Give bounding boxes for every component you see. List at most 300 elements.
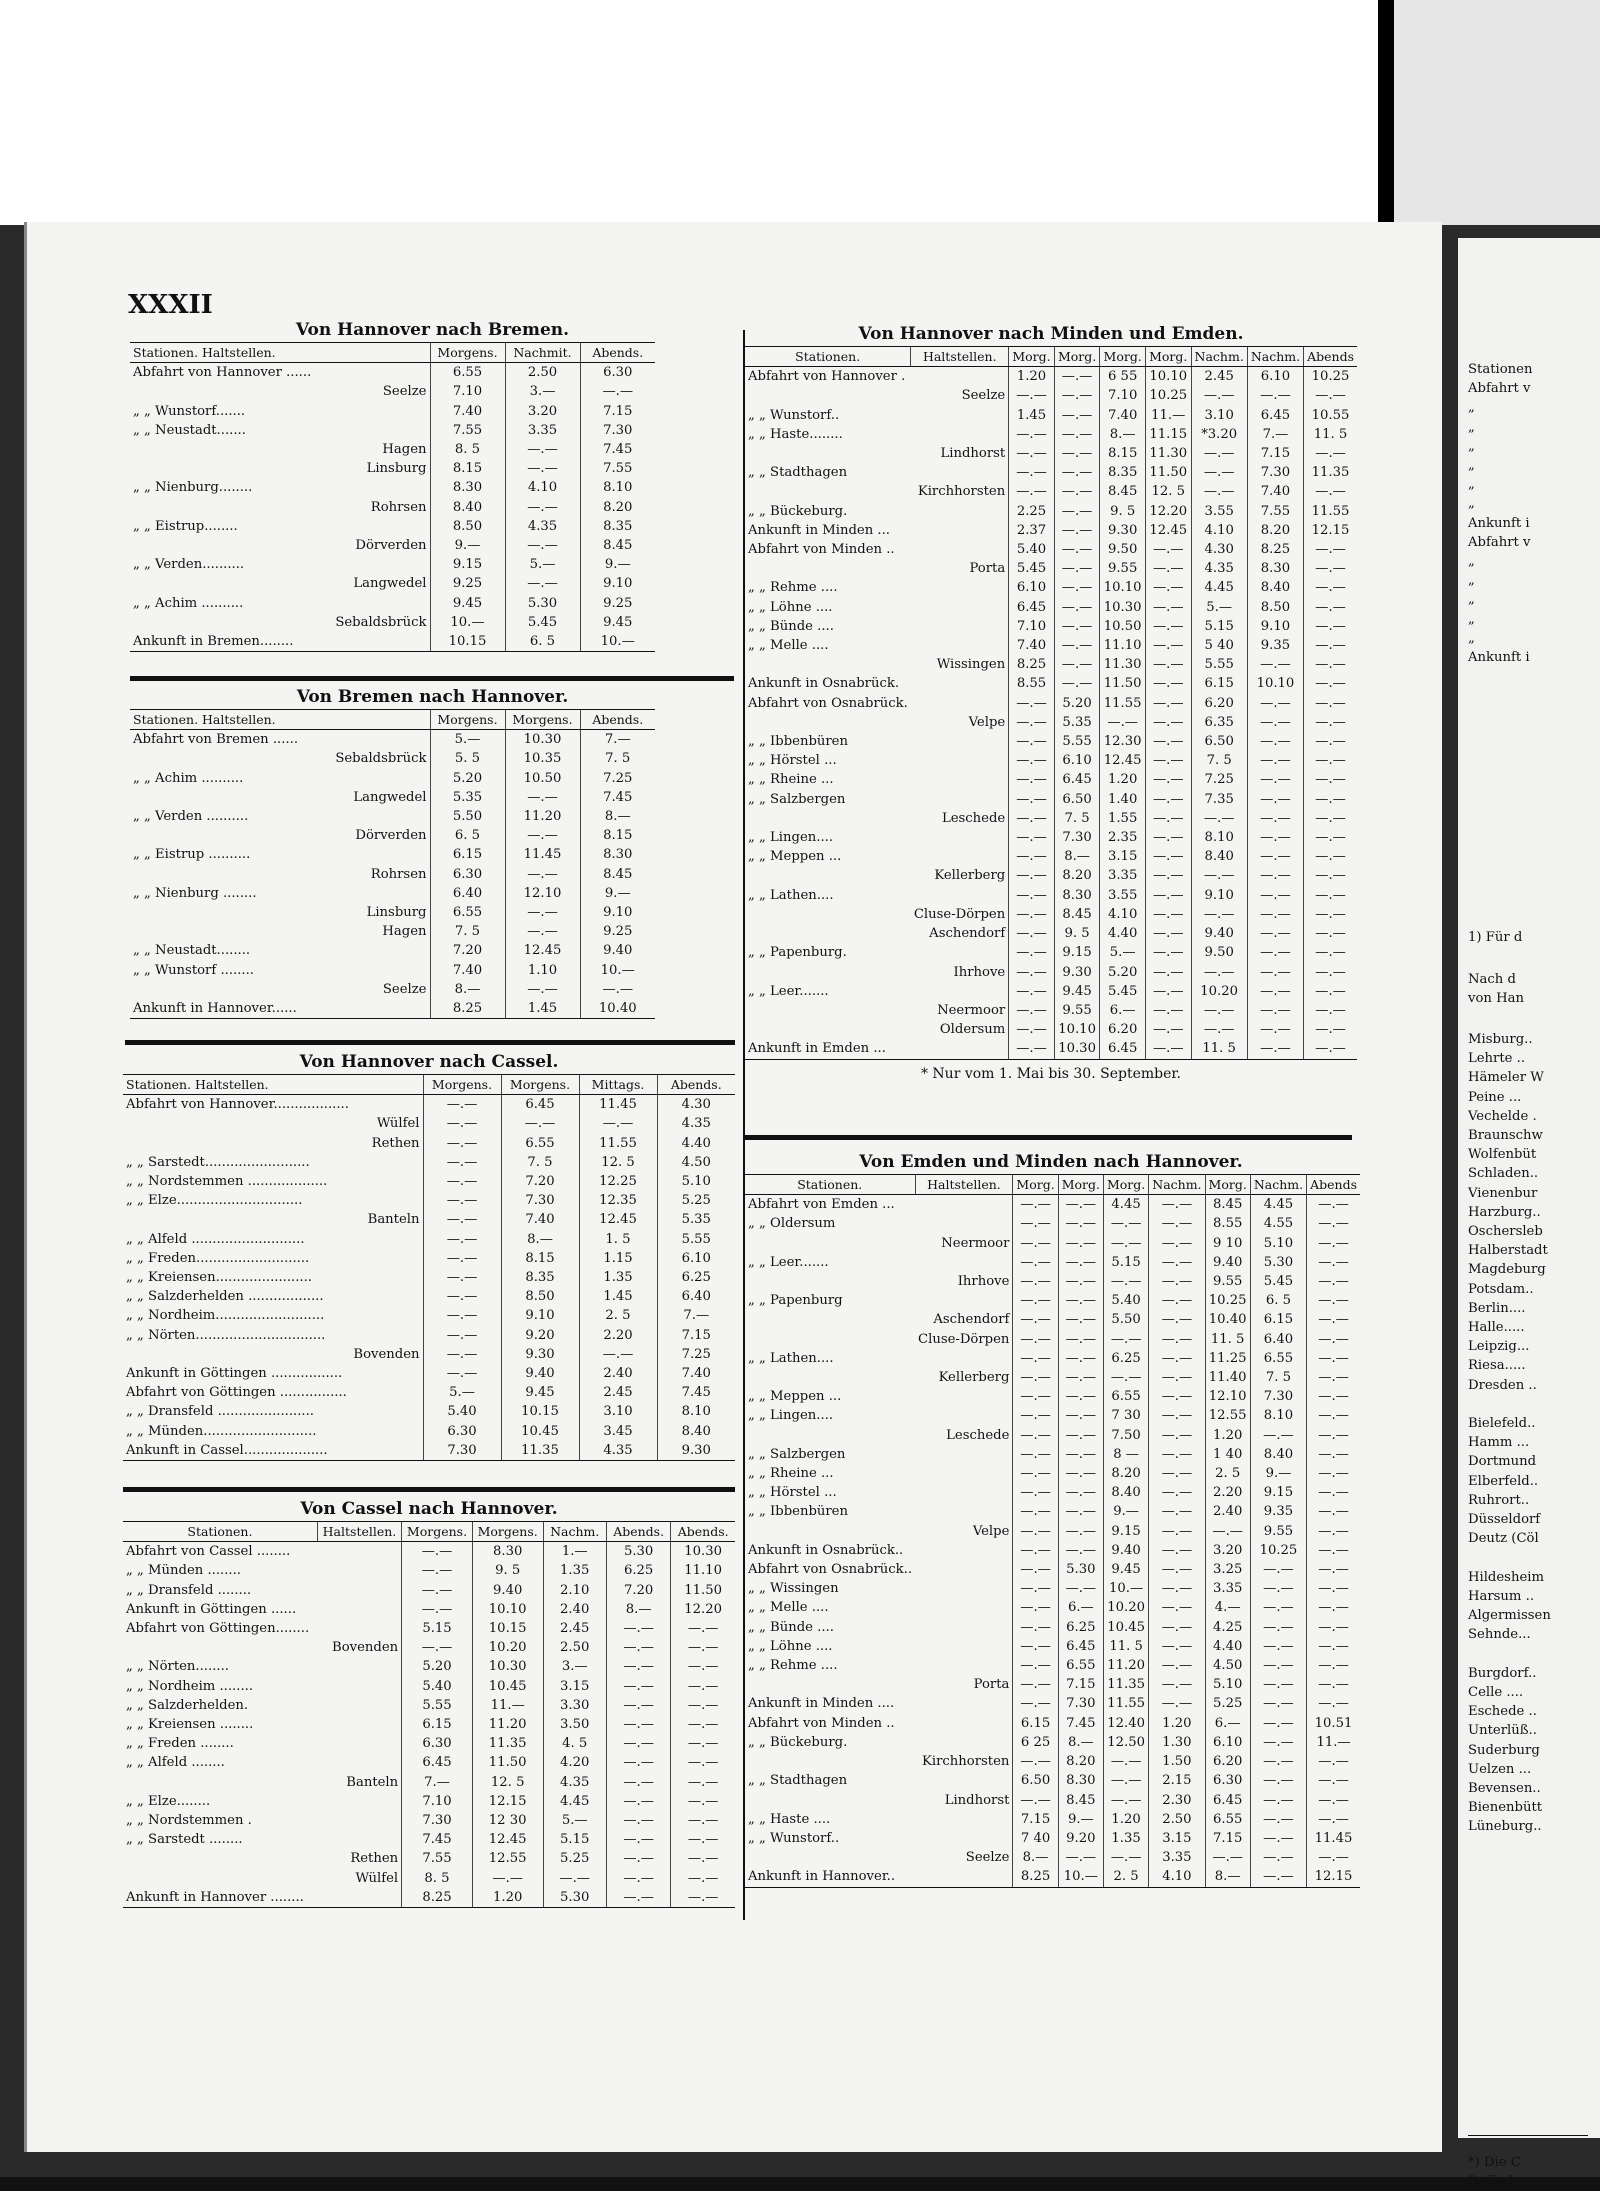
time-cell: 9.10 (580, 574, 655, 593)
table-row (130, 884, 655, 903)
time-cell: —.— (1013, 1560, 1058, 1579)
time-cell: —.— (1013, 1253, 1058, 1272)
time-cell: 3.35 (1100, 866, 1146, 885)
time-cell: 6.45 (1009, 598, 1055, 617)
fragment-line: Eschede .. (1468, 1704, 1537, 1720)
station-cell: Seelze (965, 1850, 1010, 1866)
time-cell: 4.30 (657, 1095, 735, 1115)
time-cell: —.— (1307, 1848, 1360, 1867)
time-cell: —.— (1247, 713, 1303, 732)
time-cell: —.— (1009, 751, 1055, 770)
station-cell (911, 636, 1009, 655)
time-cell: 5.20 (402, 1657, 473, 1676)
station-cell: Cluse-Dörpen (918, 1331, 1010, 1347)
time-cell: —.— (1103, 1848, 1148, 1867)
time-cell: —.— (423, 1230, 501, 1249)
time-cell: 5.— (423, 1383, 501, 1402)
time-cell: —.— (1149, 1310, 1205, 1329)
time-cell: —.— (1250, 1829, 1306, 1848)
time-cell: 9. 5 (472, 1561, 543, 1580)
time-cell: 8.30 (430, 478, 505, 497)
fragment-line: 1) Für d (1468, 930, 1523, 945)
time-cell: —.— (1149, 1253, 1205, 1272)
time-cell: 8.50 (430, 517, 505, 536)
station-cell: Ankunft in Osnabrück. (748, 676, 900, 692)
header-cell: Stationen. Haltstellen. (123, 1075, 423, 1095)
time-cell: 11.45 (505, 845, 580, 864)
time-cell: —.— (606, 1869, 670, 1888)
time-cell: 5.25 (1205, 1694, 1250, 1713)
table-row (123, 1849, 735, 1868)
time-cell: 6 25 (1013, 1733, 1058, 1752)
fragment-line: Magdeburg (1468, 1262, 1546, 1278)
table-row (123, 1306, 735, 1325)
station-cell: Ankunft in Hannover ........ (123, 1888, 317, 1908)
time-cell: —.— (1058, 1272, 1103, 1291)
time-cell: —.— (1250, 1675, 1306, 1694)
fragment-line: Misburg.. (1468, 1032, 1533, 1047)
station-cell (123, 1773, 317, 1792)
time-cell: 7.45 (1058, 1714, 1103, 1733)
table-row (745, 828, 1357, 847)
table-row (130, 440, 655, 459)
time-cell: —.— (1009, 982, 1055, 1001)
time-cell: —.— (671, 1792, 735, 1811)
station-cell: „ „ Haste........ (748, 426, 843, 442)
time-cell: —.— (1247, 847, 1303, 866)
time-cell: —.— (1307, 1541, 1360, 1560)
time-cell: 8.40 (657, 1422, 735, 1441)
table-row (123, 1581, 735, 1600)
time-cell: 8.10 (1250, 1406, 1306, 1425)
table-row (130, 941, 655, 960)
table-row (130, 632, 655, 652)
time-cell: 9.25 (580, 594, 655, 613)
header-cell: Nachm. (1149, 1175, 1205, 1195)
station-cell (317, 1677, 401, 1696)
station-cell (745, 924, 911, 943)
time-cell: —.— (1013, 1579, 1058, 1598)
station-cell (911, 425, 1009, 444)
time-cell: 8.30 (1054, 886, 1100, 905)
table-row (745, 636, 1357, 655)
time-cell: —.— (1304, 674, 1357, 693)
header-row (123, 1522, 735, 1542)
time-cell: 8.25 (1247, 540, 1303, 559)
station-cell: Dörverden (355, 828, 427, 844)
station-cell (915, 1579, 1013, 1598)
time-cell: —.— (1013, 1522, 1058, 1541)
time-cell: —.— (1307, 1253, 1360, 1272)
time-cell: 9.35 (1247, 636, 1303, 655)
time-cell: 5.25 (657, 1191, 735, 1210)
time-cell: 5.25 (543, 1849, 606, 1868)
table-row (123, 1677, 735, 1696)
time-cell: 10.10 (1100, 578, 1146, 597)
time-cell: —.— (505, 574, 580, 593)
time-cell: —.— (1013, 1349, 1058, 1368)
header-cell: Abends. (606, 1522, 670, 1542)
table-row (745, 1598, 1360, 1617)
station-cell (911, 943, 1009, 962)
table-row (745, 655, 1357, 674)
time-cell: 11.50 (1145, 463, 1191, 482)
station-cell (745, 1848, 915, 1867)
table-title: Von Hannover nach Bremen. (295, 320, 570, 340)
time-cell: 8.45 (1100, 482, 1146, 501)
time-cell: 1. 5 (579, 1230, 657, 1249)
time-cell: —.— (1054, 444, 1100, 463)
header-cell: Abends. (580, 343, 655, 363)
time-cell: 7.30 (1247, 463, 1303, 482)
time-cell: 3.10 (579, 1402, 657, 1421)
header-cell: Stationen. (123, 1522, 317, 1542)
fragment-line: Abfahrt v (1468, 381, 1531, 397)
station-cell: „ „ Papenburg (748, 1293, 843, 1309)
scan-top-right-area (1385, 0, 1600, 225)
time-cell: 6.35 (1191, 713, 1247, 732)
time-cell: 5.45 (505, 613, 580, 632)
time-cell: 2. 5 (1205, 1464, 1250, 1483)
time-cell: 5.30 (606, 1542, 670, 1562)
time-cell: —.— (1247, 386, 1303, 405)
time-cell: —.— (1058, 1406, 1103, 1425)
time-cell: —.— (1307, 1195, 1360, 1215)
time-cell: 3.30 (543, 1696, 606, 1715)
header-cell: Haltstellen. (317, 1522, 401, 1542)
fragment-line: Dortmund (1468, 1454, 1537, 1470)
time-cell: 10.20 (1103, 1598, 1148, 1617)
time-cell: 10.30 (472, 1657, 543, 1676)
fragment-line: Algermissen (1468, 1608, 1551, 1624)
time-cell: 1.50 (1149, 1752, 1205, 1771)
time-cell: —.— (1149, 1502, 1205, 1521)
time-cell: —.— (1058, 1387, 1103, 1406)
time-cell: 9.30 (1054, 963, 1100, 982)
fragment-line: Vienenbur (1468, 1185, 1538, 1201)
fragment-line: „ (1468, 554, 1475, 570)
time-cell: 5.— (1100, 943, 1146, 962)
station-cell (911, 406, 1009, 425)
station-cell (915, 1291, 1013, 1310)
time-cell: —.— (1009, 770, 1055, 789)
time-cell: —.— (423, 1287, 501, 1306)
time-cell: 9.— (580, 884, 655, 903)
time-cell: 7.40 (1247, 482, 1303, 501)
table-row (130, 749, 655, 768)
fragment-line: Wolfenbüt (1468, 1147, 1537, 1163)
time-cell: —.— (1149, 1637, 1205, 1656)
station-cell (911, 367, 1009, 387)
time-cell: 10.10 (1145, 367, 1191, 387)
fragment-line: „ (1468, 400, 1475, 416)
fragment-line: Ankunft i (1468, 650, 1530, 666)
time-cell: —.— (1145, 943, 1191, 962)
station-cell: „ „ Nordstemmen . (126, 1813, 252, 1829)
time-cell: 3.— (505, 382, 580, 401)
time-cell: 12.45 (1145, 521, 1191, 540)
station-cell: Ankunft in Osnabrück.. (748, 1542, 904, 1558)
time-cell: —.— (1054, 386, 1100, 405)
time-cell: 11.55 (579, 1134, 657, 1153)
station-cell: „ „ Ibbenbüren (748, 734, 848, 750)
time-cell: 12.30 (1100, 732, 1146, 751)
station-cell: Ankunft in Göttingen ...... (126, 1601, 297, 1617)
time-cell: —.— (505, 980, 580, 999)
time-cell: 9.30 (501, 1345, 579, 1364)
time-cell: —.— (1013, 1502, 1058, 1521)
header-row (745, 347, 1357, 367)
time-cell: —.— (1145, 905, 1191, 924)
station-cell: „ „ Salzbergen (748, 791, 846, 807)
time-cell: 1.40 (1100, 790, 1146, 809)
time-cell: —.— (1103, 1330, 1148, 1349)
time-cell: 7.— (1247, 425, 1303, 444)
station-cell: Rethen (371, 1135, 420, 1151)
time-cell: 10.45 (501, 1422, 579, 1441)
time-cell: —.— (1304, 847, 1357, 866)
fragment-line: „ (1468, 592, 1475, 608)
time-cell: —.— (1145, 1020, 1191, 1039)
station-cell: Rohrsen (370, 499, 427, 515)
time-cell: 10.40 (580, 999, 655, 1019)
table-row (745, 886, 1357, 905)
time-cell: 5.35 (657, 1210, 735, 1229)
table-row (745, 847, 1357, 866)
time-cell: —.— (1304, 578, 1357, 597)
time-cell: 2.20 (579, 1326, 657, 1345)
time-cell: —.— (1149, 1694, 1205, 1713)
table-row (130, 594, 655, 613)
time-cell: —.— (1247, 866, 1303, 885)
time-cell: —.— (1058, 1502, 1103, 1521)
time-cell: —.— (1145, 1001, 1191, 1020)
time-cell: 11.30 (1100, 655, 1146, 674)
table-row (130, 555, 655, 574)
table-row (130, 498, 655, 517)
station-cell: Sebaldsbrück (335, 614, 427, 630)
time-cell: 6.55 (501, 1134, 579, 1153)
table-hannover-bremen (130, 318, 735, 652)
time-cell: 6.— (1100, 1001, 1146, 1020)
fragment-line: „ (1468, 458, 1475, 474)
time-cell: —.— (1100, 713, 1146, 732)
station-cell (317, 1600, 401, 1619)
time-cell: —.— (1149, 1272, 1205, 1291)
time-cell: —.— (1247, 1020, 1303, 1039)
time-cell: —.— (1103, 1272, 1148, 1291)
time-cell: —.— (1103, 1791, 1148, 1810)
time-cell: —.— (1009, 1039, 1055, 1059)
time-cell: 5.40 (1009, 540, 1055, 559)
time-cell: —.— (1009, 866, 1055, 885)
time-cell: 9.55 (1054, 1001, 1100, 1020)
time-cell: —.— (1054, 540, 1100, 559)
table-row (745, 1579, 1360, 1598)
time-cell: 7. 5 (1054, 809, 1100, 828)
header-cell: Morg. (1013, 1175, 1058, 1195)
time-cell: 1.35 (579, 1268, 657, 1287)
time-cell: —.— (1191, 482, 1247, 501)
table-row (123, 1210, 735, 1229)
station-cell (317, 1619, 401, 1638)
time-cell: —.— (1191, 809, 1247, 828)
time-cell: 6.10 (1009, 578, 1055, 597)
station-cell (745, 1426, 915, 1445)
time-cell: 9.55 (1250, 1522, 1306, 1541)
time-cell: 4.30 (1191, 540, 1247, 559)
time-cell: 4. 5 (543, 1734, 606, 1753)
time-cell: —.— (1149, 1234, 1205, 1253)
time-cell: —.— (1191, 1001, 1247, 1020)
time-cell: —.— (1054, 463, 1100, 482)
time-cell: 11.30 (1145, 444, 1191, 463)
station-cell (317, 1715, 401, 1734)
time-cell: —.— (1013, 1483, 1058, 1502)
fragment-line: Braunschw (1468, 1128, 1543, 1144)
time-cell: 9.— (1058, 1810, 1103, 1829)
time-cell: —.— (671, 1888, 735, 1908)
time-cell: —.— (402, 1542, 473, 1562)
time-cell: 11.10 (1100, 636, 1146, 655)
time-cell: 2.45 (543, 1619, 606, 1638)
time-cell: 9.30 (657, 1441, 735, 1461)
time-cell: 3.20 (505, 402, 580, 421)
time-cell: 8.30 (1058, 1771, 1103, 1790)
time-cell: 6.50 (1054, 790, 1100, 809)
time-cell: 9.25 (430, 574, 505, 593)
table-row (123, 1830, 735, 1849)
time-cell: —.— (1013, 1675, 1058, 1694)
time-cell: 5.30 (1250, 1253, 1306, 1272)
time-cell: 1.35 (1103, 1829, 1148, 1848)
time-cell: —.— (1058, 1848, 1103, 1867)
time-cell: 11.55 (1103, 1694, 1148, 1713)
station-cell: „ „ Hörstel ... (748, 753, 837, 769)
station-cell (915, 1560, 1013, 1579)
time-cell: 8.— (580, 807, 655, 826)
station-cell: Bovenden (353, 1346, 420, 1362)
time-cell: —.— (1247, 655, 1303, 674)
time-cell: 7.30 (1058, 1694, 1103, 1713)
fragment-line (1458, 1548, 1551, 1567)
station-cell (745, 1752, 915, 1771)
fragment-line: Hildesheim (1468, 1569, 1544, 1585)
time-cell: 8 — (1103, 1445, 1148, 1464)
time-cell: —.— (1304, 713, 1357, 732)
station-cell (745, 386, 911, 405)
time-cell: —.— (1058, 1426, 1103, 1445)
fragment-line: Ruhrort.. (1468, 1492, 1530, 1508)
time-cell: 9 10 (1205, 1234, 1250, 1253)
time-cell: —.— (423, 1306, 501, 1325)
time-cell: 2.10 (543, 1581, 606, 1600)
time-cell: 6.10 (1205, 1733, 1250, 1752)
station-cell (745, 866, 911, 885)
time-cell: 8.35 (580, 517, 655, 536)
time-cell: 2.37 (1009, 521, 1055, 540)
time-cell: 8.25 (430, 999, 505, 1019)
station-cell: Banteln (367, 1212, 420, 1228)
time-cell: —.— (1013, 1214, 1058, 1233)
station-cell: Leschede (941, 810, 1006, 826)
time-cell: —.— (423, 1134, 501, 1153)
station-cell: „ „ Alfeld ........ (126, 1755, 225, 1771)
time-cell: 5.— (505, 555, 580, 574)
station-cell: „ „ Eistrup........ (133, 518, 238, 534)
station-cell: Ankunft in Emden ... (745, 1039, 911, 1059)
table-row (130, 903, 655, 922)
time-cell: 11.20 (1103, 1656, 1148, 1675)
time-cell: 8.30 (1247, 559, 1303, 578)
header-cell: Abends. (580, 710, 655, 730)
station-cell (911, 1039, 1009, 1059)
time-cell: 12.35 (579, 1191, 657, 1210)
time-cell: 9.25 (580, 922, 655, 941)
station-cell: „ „ Melle .... (748, 1600, 829, 1616)
time-cell: —.— (423, 1210, 501, 1229)
time-cell: 12.15 (1304, 521, 1357, 540)
time-cell: 6. 5 (505, 632, 580, 652)
time-cell: —.— (579, 1345, 657, 1364)
header-cell: Nachm. (1247, 347, 1303, 367)
time-cell: 5.40 (402, 1677, 473, 1696)
station-cell: „ „ Meppen ... (748, 849, 842, 865)
time-cell: 8.55 (1009, 674, 1055, 693)
time-cell: —.— (1149, 1656, 1205, 1675)
station-cell: Abfahrt von Hannover ...... (133, 365, 312, 381)
time-cell: —.— (1307, 1522, 1360, 1541)
station-cell (911, 982, 1009, 1001)
time-cell: —.— (1054, 521, 1100, 540)
time-cell: —.— (505, 536, 580, 555)
time-cell: —.— (1191, 386, 1247, 405)
time-cell: 11.35 (1103, 1675, 1148, 1694)
time-cell: 12.55 (472, 1849, 543, 1868)
fragment-top-block (1458, 360, 1532, 667)
time-cell: 5.55 (1054, 732, 1100, 751)
table-row (130, 999, 655, 1019)
time-cell: 6.40 (657, 1287, 735, 1306)
time-cell: 9.10 (1191, 886, 1247, 905)
table-row (123, 1619, 735, 1638)
time-cell: 6.45 (1205, 1791, 1250, 1810)
fragment-line: „ (1468, 573, 1475, 589)
time-cell: 8.20 (1058, 1752, 1103, 1771)
time-cell: —.— (472, 1869, 543, 1888)
time-cell: —.— (1058, 1291, 1103, 1310)
time-cell: 6 55 (1100, 367, 1146, 387)
station-cell (915, 1483, 1013, 1502)
station-cell: Wülfel (376, 1116, 420, 1132)
station-cell (745, 1675, 915, 1694)
time-cell: 7.25 (1191, 770, 1247, 789)
fragment-line: von Han (1468, 991, 1524, 1007)
time-cell: 1.15 (579, 1249, 657, 1268)
table-row (123, 1249, 735, 1268)
time-cell: 5.20 (1054, 694, 1100, 713)
header-cell: Haltstellen. (915, 1175, 1013, 1195)
time-cell: 6.30 (423, 1422, 501, 1441)
time-cell: 3.55 (1100, 886, 1146, 905)
station-cell: „ „ Wunstorf ........ (133, 962, 254, 978)
time-cell: —.— (1250, 1714, 1306, 1733)
fragment-line: Düsseldorf (1468, 1512, 1541, 1528)
table-title: Von Bremen nach Hannover. (296, 687, 569, 707)
station-cell: Oldersum (939, 1022, 1006, 1038)
time-cell: —.— (1307, 1387, 1360, 1406)
station-cell: „ „ Dransfeld ....................... (126, 1404, 314, 1420)
